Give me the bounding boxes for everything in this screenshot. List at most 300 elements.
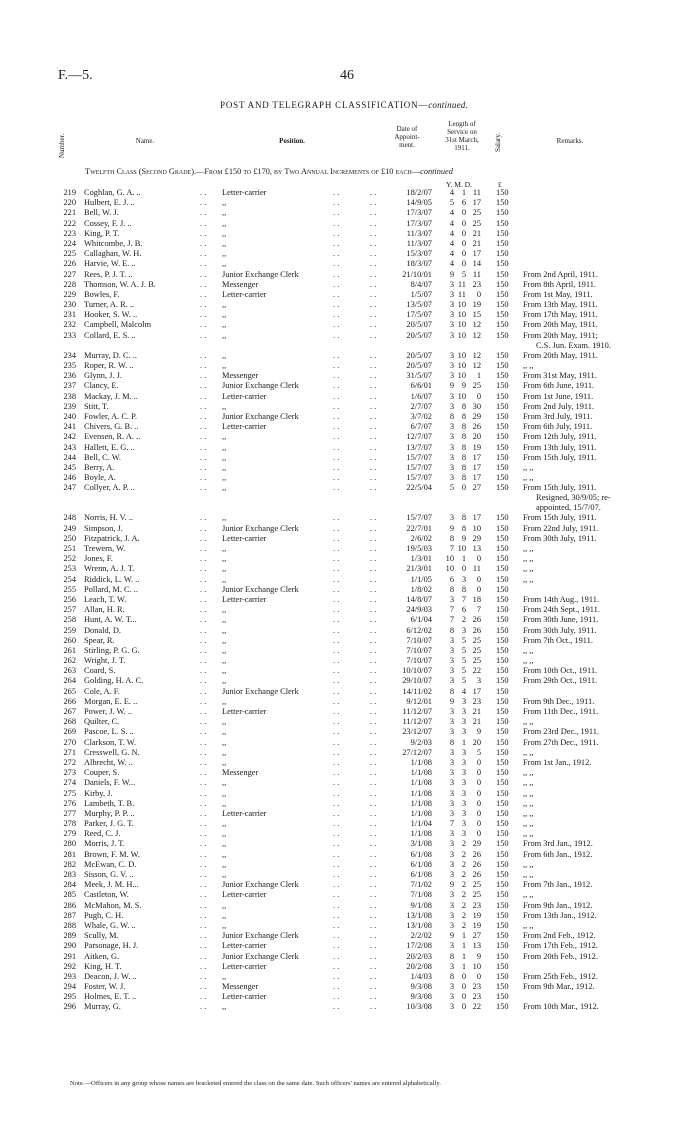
leader-dots: . .: [333, 768, 340, 778]
row-appointment-date: 12/7/07: [406, 432, 432, 442]
row-name: Murray, D. C. ..: [84, 350, 137, 360]
leader-dots: . .: [333, 1002, 340, 1012]
row-remarks: From 7th Jan., 1912.: [523, 880, 593, 890]
row-days: 13: [472, 941, 481, 951]
row-position: ,,: [222, 859, 227, 869]
row-years: 3: [449, 462, 454, 472]
row-remarks: ,, ,,: [523, 920, 534, 930]
leader-dots: . .: [370, 310, 377, 320]
row-days: 12: [472, 320, 481, 330]
row-position: ,,: [222, 920, 227, 930]
row-name: McEwan, C. D.: [84, 859, 137, 869]
row-days: 19: [472, 442, 481, 452]
row-name: Hunt, A. W. T...: [84, 615, 137, 625]
row-remarks: ,, ,,: [523, 645, 534, 655]
row-name: Foster, W. J.: [84, 982, 126, 992]
row-months: 3: [461, 808, 466, 818]
row-remarks: ,, ,,: [523, 768, 534, 778]
row-remarks: ,, ,,: [523, 870, 534, 879]
row-name: Spear, R.: [84, 635, 115, 645]
column-header-remarks: Remarks.: [556, 137, 584, 145]
row-position: ,,: [222, 473, 227, 483]
row-name: Cresswell, G. N.: [84, 747, 140, 757]
leader-dots: . .: [370, 798, 377, 808]
row-days: 0: [476, 829, 481, 839]
leader-dots: . .: [333, 778, 340, 788]
row-salary: 150: [496, 890, 509, 900]
row-appointment-date: 23/12/07: [402, 727, 432, 737]
leader-dots: . .: [200, 890, 207, 900]
row-position: ,,: [222, 625, 227, 635]
row-days: 15: [472, 310, 481, 320]
leader-dots: . .: [370, 279, 377, 289]
row-months: 2: [461, 859, 466, 869]
leader-dots: . .: [370, 982, 377, 992]
row-appointment-date: 15/7/07: [406, 513, 432, 523]
row-salary: 150: [496, 951, 509, 961]
row-position: Letter-carrier: [222, 808, 267, 818]
table-row: [0, 249, 700, 259]
row-days: 12: [472, 330, 481, 340]
row-number: 263: [63, 666, 76, 676]
row-number: 287: [63, 910, 76, 920]
leader-dots: . .: [333, 391, 340, 401]
leader-dots: . .: [370, 625, 377, 635]
row-number: 269: [63, 727, 76, 737]
leader-dots: . .: [333, 269, 340, 279]
leader-dots: . .: [370, 452, 377, 462]
row-years: 3: [449, 900, 454, 910]
row-months: 10: [457, 391, 466, 401]
row-salary: 150: [496, 645, 509, 655]
pound-unit: £: [498, 180, 502, 189]
row-days: 26: [472, 849, 481, 859]
row-salary: 150: [496, 533, 509, 543]
table-row: [0, 371, 700, 381]
row-position: ,,: [222, 249, 227, 259]
row-position: Junior Exchange Clerk: [222, 411, 299, 421]
row-position: ,,: [222, 788, 227, 798]
row-months: 5: [461, 635, 466, 645]
table-row: [0, 727, 700, 737]
leader-dots: . .: [370, 462, 377, 472]
leader-dots: . .: [333, 849, 340, 859]
row-number: 293: [63, 971, 76, 981]
row-months: 0: [461, 259, 466, 269]
row-remarks: From 9th Mar., 1912.: [523, 982, 595, 992]
row-days: 0: [476, 289, 481, 299]
leader-dots: . .: [370, 747, 377, 757]
row-years: 3: [449, 432, 454, 442]
row-years: 3: [449, 320, 454, 330]
row-name: Sisson, G. V. ..: [84, 870, 134, 879]
leader-dots: . .: [333, 625, 340, 635]
row-name: Power, J. W. ..: [84, 707, 133, 716]
row-remarks: ,, ,,: [523, 798, 534, 808]
row-years: 3: [449, 279, 454, 289]
row-years: 3: [449, 391, 454, 401]
row-months: 0: [461, 1002, 466, 1012]
row-salary: 150: [496, 982, 509, 992]
row-appointment-date: 6/7/07: [410, 422, 432, 432]
row-salary: 150: [496, 259, 509, 269]
leader-dots: . .: [200, 951, 207, 961]
row-number: 219: [63, 188, 76, 197]
row-appointment-date: 7/10/07: [406, 645, 432, 655]
row-position: ,,: [222, 513, 227, 523]
row-appointment-date: 1/1/08: [410, 757, 432, 767]
row-years: 3: [449, 330, 454, 340]
row-name: Norris, H. V. ..: [84, 513, 134, 523]
row-appointment-date: 13/7/07: [406, 442, 432, 452]
row-number: 250: [63, 533, 76, 543]
row-days: 0: [476, 584, 481, 594]
row-months: 10: [457, 544, 466, 553]
leader-dots: . .: [370, 249, 377, 259]
table-row: [0, 575, 700, 585]
row-position: ,,: [222, 300, 227, 310]
row-salary: 150: [496, 656, 509, 666]
row-years: 3: [449, 757, 454, 767]
row-salary: 150: [496, 462, 509, 472]
row-salary: 150: [496, 218, 509, 228]
table-row: [0, 809, 700, 819]
row-position: ,,: [222, 635, 227, 645]
row-number: 239: [63, 401, 76, 411]
leader-dots: . .: [370, 605, 377, 615]
row-position: ,,: [222, 615, 227, 625]
leader-dots: . .: [200, 432, 207, 442]
row-salary: 150: [496, 605, 509, 615]
leader-dots: . .: [200, 768, 207, 778]
row-months: 8: [461, 462, 466, 472]
table-row: [0, 962, 700, 972]
row-position: ,,: [222, 757, 227, 767]
row-remarks: ,, ,,: [523, 564, 534, 574]
row-position: ,,: [222, 676, 227, 686]
row-days: 0: [476, 788, 481, 798]
leader-dots: . .: [333, 788, 340, 798]
row-salary: 150: [496, 350, 509, 360]
document-title: [58, 100, 630, 110]
row-years: 3: [449, 371, 454, 381]
row-months: 10: [457, 330, 466, 340]
leader-dots: . .: [333, 686, 340, 696]
row-salary: 150: [496, 452, 509, 462]
row-number: 236: [63, 371, 76, 381]
row-appointment-date: 20/5/07: [406, 361, 432, 370]
leader-dots: . .: [200, 900, 207, 910]
row-name: Bell, C. W.: [84, 452, 121, 462]
row-appointment-date: 18/2/07: [406, 188, 432, 197]
row-years: 3: [449, 982, 454, 992]
row-years: 3: [449, 676, 454, 686]
row-years: 8: [449, 971, 454, 981]
row-appointment-date: 17/3/07: [406, 218, 432, 228]
row-number: 288: [63, 920, 76, 930]
row-years: 3: [449, 768, 454, 778]
row-days: 27: [472, 483, 481, 493]
row-years: 3: [449, 859, 454, 869]
leader-dots: . .: [200, 686, 207, 696]
leader-dots: . .: [200, 350, 207, 360]
leader-dots: . .: [370, 992, 377, 1002]
row-appointment-date: 2/7/07: [410, 401, 432, 411]
row-position: ,,: [222, 564, 227, 574]
row-appointment-date: 1/1/08: [410, 808, 432, 818]
row-number: 237: [63, 381, 76, 391]
row-appointment-date: 1/1/08: [410, 788, 432, 798]
row-number: 253: [63, 564, 76, 574]
row-years: 4: [449, 259, 454, 269]
row-number: 274: [63, 778, 76, 788]
leader-dots: . .: [200, 676, 207, 686]
row-years: 9: [449, 696, 454, 706]
table-row: [0, 952, 700, 962]
length-head-line: 1911.: [454, 144, 470, 152]
row-number: 271: [63, 747, 76, 757]
leader-dots: . .: [370, 228, 377, 238]
remarks-continuation-text: appointed, 15/7/07.: [536, 503, 601, 513]
row-position: Messenger: [222, 371, 259, 381]
row-number: 252: [63, 554, 76, 564]
row-remarks: From 9th Jan., 1912.: [523, 900, 593, 910]
leader-dots: . .: [370, 819, 377, 829]
row-salary: 150: [496, 931, 509, 941]
leader-dots: . .: [370, 920, 377, 930]
table-row: [0, 778, 700, 788]
row-salary: 150: [496, 880, 509, 890]
leader-dots: . .: [200, 1002, 207, 1012]
row-remarks: From 6th June, 1911.: [523, 381, 595, 391]
table-row: [0, 473, 700, 483]
row-years: 3: [449, 890, 454, 900]
row-salary: 150: [496, 198, 509, 208]
row-position: ,,: [222, 462, 227, 472]
row-number: 255: [63, 584, 76, 594]
leader-dots: . .: [333, 411, 340, 421]
row-years: 3: [449, 594, 454, 604]
row-salary: 150: [496, 635, 509, 645]
leader-dots: . .: [370, 401, 377, 411]
table-row: [0, 799, 700, 809]
leader-dots: . .: [370, 880, 377, 890]
row-days: 25: [472, 656, 481, 666]
row-name: Bell, W. J.: [84, 208, 119, 218]
table-row: [0, 626, 700, 636]
row-appointment-date: 31/5/07: [406, 371, 432, 381]
row-name: Collard, E. S. ..: [84, 330, 136, 340]
row-years: 3: [449, 1002, 454, 1012]
row-months: 1: [461, 188, 466, 197]
leader-dots: . .: [333, 839, 340, 849]
leader-dots: . .: [333, 279, 340, 289]
row-name: Allan, H. R.: [84, 605, 125, 615]
row-months: 6: [461, 198, 466, 208]
leader-dots: . .: [200, 961, 207, 971]
table-row: [0, 615, 700, 625]
row-months: 2: [461, 890, 466, 900]
table-row: [0, 656, 700, 666]
row-years: 9: [449, 269, 454, 279]
row-years: 4: [449, 238, 454, 248]
leader-dots: . .: [200, 788, 207, 798]
row-name: Meek, J. M. H...: [84, 880, 139, 890]
row-salary: 150: [496, 249, 509, 259]
title-continued: continued.: [428, 100, 468, 110]
row-remarks: From 6th Jan., 1912.: [523, 849, 593, 859]
leader-dots: . .: [370, 483, 377, 493]
row-appointment-date: 29/10/07: [402, 676, 432, 686]
row-appointment-date: 15/3/07: [406, 249, 432, 259]
row-appointment-date: 7/1/02: [410, 880, 432, 890]
leader-dots: . .: [333, 361, 340, 370]
row-salary: 150: [496, 564, 509, 574]
row-name: Parsonage, H. J.: [84, 941, 139, 951]
row-years: 3: [449, 910, 454, 920]
row-days: 27: [472, 931, 481, 941]
row-salary: 150: [496, 594, 509, 604]
leader-dots: . .: [333, 676, 340, 686]
leader-dots: . .: [370, 554, 377, 564]
row-number: 276: [63, 798, 76, 808]
leader-dots: . .: [333, 900, 340, 910]
row-days: 23: [472, 982, 481, 992]
leader-dots: . .: [333, 859, 340, 869]
page-header: [58, 68, 630, 88]
row-salary: 150: [496, 992, 509, 1002]
row-appointment-date: 15/7/07: [406, 473, 432, 483]
row-name: Clancy, E.: [84, 381, 119, 391]
leader-dots: . .: [370, 757, 377, 767]
row-salary: 150: [496, 768, 509, 778]
table-row: [0, 707, 700, 717]
row-months: 2: [461, 910, 466, 920]
row-days: 0: [476, 819, 481, 829]
row-remarks: ,, ,,: [523, 473, 534, 483]
row-appointment-date: 7/10/07: [406, 656, 432, 666]
leader-dots: . .: [200, 554, 207, 564]
table-row: [0, 310, 700, 320]
table-row: [0, 524, 700, 534]
row-years: 4: [449, 249, 454, 259]
row-months: 2: [461, 849, 466, 859]
row-salary: 150: [496, 483, 509, 493]
row-number: 222: [63, 218, 76, 228]
table-row: [0, 636, 700, 646]
row-appointment-date: 14/9/05: [406, 198, 432, 208]
row-appointment-date: 22/7/01: [406, 523, 432, 533]
row-salary: 150: [496, 615, 509, 625]
row-number: 285: [63, 890, 76, 900]
date-head-line: Date of: [396, 125, 418, 133]
row-name: Golding, H. A. C.: [84, 676, 144, 686]
row-number: 261: [63, 645, 76, 655]
row-number: 247: [63, 483, 76, 493]
row-months: 1: [461, 737, 466, 747]
leader-dots: . .: [370, 188, 377, 197]
row-years: 8: [449, 411, 454, 421]
row-name: Hallett, E. G. ..: [84, 442, 135, 452]
row-appointment-date: 9/3/08: [410, 982, 432, 992]
row-days: 20: [472, 432, 481, 442]
row-name: Cossey, F. J. ..: [84, 218, 132, 228]
leader-dots: . .: [370, 961, 377, 971]
length-head-line: Length of: [448, 120, 476, 128]
leader-dots: . .: [333, 584, 340, 594]
row-name: Kirby, J.: [84, 788, 113, 798]
leader-dots: . .: [200, 696, 207, 706]
leader-dots: . .: [333, 605, 340, 615]
leader-dots: . .: [370, 696, 377, 706]
row-years: 3: [449, 361, 454, 370]
row-salary: 150: [496, 554, 509, 564]
row-remarks: From 1st Jan., 1912.: [523, 757, 592, 767]
row-salary: 150: [496, 696, 509, 706]
row-appointment-date: 14/8/07: [406, 594, 432, 604]
row-appointment-date: 17/5/07: [406, 310, 432, 320]
row-months: 8: [461, 523, 466, 533]
leader-dots: . .: [200, 931, 207, 941]
row-name: Simpson, J.: [84, 523, 123, 533]
table-row: [0, 870, 700, 880]
leader-dots: . .: [370, 707, 377, 716]
row-position: ,,: [222, 208, 227, 218]
row-number: 238: [63, 391, 76, 401]
title-main: POST AND TELEGRAPH CLASSIFICATION—: [220, 100, 429, 110]
row-salary: 150: [496, 941, 509, 951]
leader-dots: . .: [370, 656, 377, 666]
row-days: 0: [476, 971, 481, 981]
row-name: Roper, R. W. ..: [84, 361, 134, 370]
row-number: 224: [63, 238, 76, 248]
row-salary: 150: [496, 330, 509, 340]
row-months: 3: [461, 707, 466, 716]
row-number: 282: [63, 859, 76, 869]
row-salary: 150: [496, 473, 509, 483]
row-days: 11: [472, 188, 481, 197]
table-row: [0, 483, 700, 493]
row-appointment-date: 6/1/04: [410, 615, 432, 625]
row-position: Letter-carrier: [222, 594, 267, 604]
leader-dots: . .: [200, 533, 207, 543]
row-remarks: From 29th Oct., 1911.: [523, 676, 598, 686]
leader-dots: . .: [333, 798, 340, 808]
row-months: 5: [461, 676, 466, 686]
leader-dots: . .: [333, 462, 340, 472]
table-row: [0, 880, 700, 890]
row-days: 25: [472, 635, 481, 645]
row-position: ,,: [222, 350, 227, 360]
table-row: [0, 402, 700, 412]
row-days: 7: [476, 605, 481, 615]
table-row: [0, 392, 700, 402]
row-days: 0: [476, 554, 481, 564]
row-days: 19: [472, 910, 481, 920]
row-number: 248: [63, 513, 76, 523]
leader-dots: . .: [370, 859, 377, 869]
row-months: 0: [461, 218, 466, 228]
leader-dots: . .: [370, 900, 377, 910]
row-name: Collyer, A. P. ..: [84, 483, 135, 493]
row-remarks: ,, ,,: [523, 859, 534, 869]
row-number: 243: [63, 442, 76, 452]
row-number: 221: [63, 208, 76, 218]
row-salary: 150: [496, 361, 509, 370]
leader-dots: . .: [333, 228, 340, 238]
row-name: Morris, J. T.: [84, 839, 125, 849]
row-days: 25: [472, 890, 481, 900]
